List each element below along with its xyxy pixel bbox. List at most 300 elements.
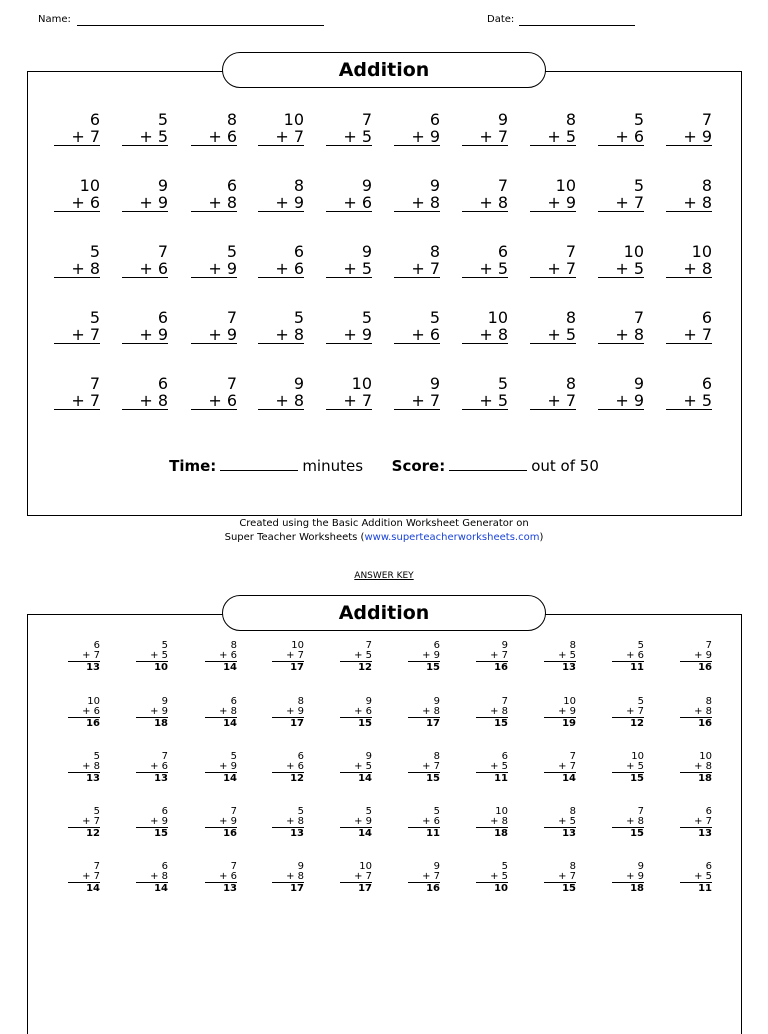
answer-sum: 17	[358, 883, 372, 894]
problem	[666, 309, 712, 344]
problem	[462, 243, 508, 278]
addend-bottom: + 5	[598, 260, 644, 278]
addend-bottom: + 5	[340, 762, 372, 773]
problem	[462, 375, 508, 410]
addend-bottom: + 7	[666, 326, 712, 344]
answer-sum: 16	[223, 828, 237, 839]
answer-sum: 18	[494, 828, 508, 839]
addend-bottom: + 5	[680, 872, 712, 883]
addend-bottom: + 9	[680, 651, 712, 662]
addend-bottom: + 7	[598, 194, 644, 212]
addend-top: 9	[633, 374, 644, 393]
addend-bottom: + 8	[666, 194, 712, 212]
addend-top: 6	[157, 308, 168, 327]
addend-bottom: + 8	[272, 817, 304, 828]
addend-top: 7	[633, 308, 644, 327]
addend-bottom: + 9	[394, 128, 440, 146]
addend-top: 10	[87, 696, 100, 707]
answer-key-title: Addition	[222, 595, 546, 631]
addend-bottom: + 8	[394, 194, 440, 212]
addend-bottom: + 8	[136, 872, 168, 883]
answer-problem	[272, 862, 304, 895]
answer-problem	[476, 697, 508, 730]
answer-problem	[408, 641, 440, 674]
problem	[326, 375, 372, 410]
answer-problem	[340, 807, 372, 840]
problem	[258, 309, 304, 344]
answer-problem	[205, 697, 237, 730]
problem	[258, 243, 304, 278]
addend-bottom: + 8	[666, 260, 712, 278]
addend-bottom: + 6	[205, 872, 237, 883]
answer-sum: 19	[562, 718, 576, 729]
addend-bottom: + 9	[191, 326, 237, 344]
addend-bottom: + 8	[598, 326, 644, 344]
addend-bottom: + 5	[340, 651, 372, 662]
problem	[394, 243, 440, 278]
answer-problem	[544, 807, 576, 840]
addend-top: 5	[501, 861, 508, 872]
problem	[191, 111, 237, 146]
credit-suffix: )	[539, 532, 544, 543]
addend-top: 7	[93, 861, 100, 872]
addend-bottom: + 9	[272, 707, 304, 718]
time-label: Time:	[169, 457, 217, 475]
addend-top: 5	[633, 176, 644, 195]
addend-top: 6	[230, 696, 237, 707]
answer-sum: 15	[562, 883, 576, 894]
problem	[530, 243, 576, 278]
addend-top: 6	[293, 242, 304, 261]
addend-top: 7	[569, 751, 576, 762]
problem	[666, 111, 712, 146]
answer-key-label: ANSWER KEY	[354, 571, 414, 581]
addend-bottom: + 9	[408, 651, 440, 662]
problem	[598, 111, 644, 146]
addend-bottom: + 5	[476, 872, 508, 883]
addend-bottom: + 9	[544, 707, 576, 718]
answer-sum: 12	[358, 662, 372, 673]
addend-bottom: + 9	[326, 326, 372, 344]
addend-top: 6	[705, 806, 712, 817]
answer-sum: 18	[630, 883, 644, 894]
addend-bottom: + 8	[272, 872, 304, 883]
answer-problem	[476, 752, 508, 785]
answer-problem	[408, 862, 440, 895]
addend-bottom: + 8	[54, 260, 100, 278]
addend-bottom: + 9	[205, 817, 237, 828]
addend-top: 8	[565, 308, 576, 327]
addend-top: 7	[705, 640, 712, 651]
name-line[interactable]	[77, 25, 324, 26]
answer-problem	[612, 807, 644, 840]
answer-problem	[544, 641, 576, 674]
addend-top: 9	[429, 176, 440, 195]
answer-problem	[680, 752, 712, 785]
addend-top: 10	[699, 751, 712, 762]
addend-bottom: + 6	[122, 260, 168, 278]
addend-bottom: + 5	[530, 128, 576, 146]
answer-sum: 12	[290, 773, 304, 784]
answer-sum: 12	[86, 828, 100, 839]
addend-top: 10	[359, 861, 372, 872]
worksheet-title: Addition	[222, 52, 546, 88]
addend-top: 8	[569, 861, 576, 872]
answer-problem	[680, 641, 712, 674]
answer-problem	[136, 752, 168, 785]
addend-bottom: + 7	[544, 762, 576, 773]
answer-problem	[68, 752, 100, 785]
answer-problem	[340, 862, 372, 895]
addend-top: 5	[361, 308, 372, 327]
problem	[122, 111, 168, 146]
problem	[598, 309, 644, 344]
answer-problem	[408, 697, 440, 730]
problem	[54, 309, 100, 344]
addend-top: 8	[293, 176, 304, 195]
answer-problem	[272, 641, 304, 674]
score-blank[interactable]	[449, 456, 527, 471]
addend-bottom: + 7	[530, 260, 576, 278]
answer-problem	[476, 807, 508, 840]
answer-problem	[272, 697, 304, 730]
addend-bottom: + 6	[68, 707, 100, 718]
problem	[326, 177, 372, 212]
answer-sum: 17	[290, 662, 304, 673]
addend-top: 6	[161, 806, 168, 817]
addend-top: 9	[429, 374, 440, 393]
addend-bottom: + 7	[340, 872, 372, 883]
time-score-row	[0, 456, 768, 475]
answer-problem	[340, 641, 372, 674]
time-blank[interactable]	[220, 456, 298, 471]
problem	[54, 243, 100, 278]
answer-problem	[476, 641, 508, 674]
addend-bottom: + 7	[462, 128, 508, 146]
answer-sum: 15	[358, 718, 372, 729]
addend-top: 10	[487, 308, 508, 327]
problem	[666, 177, 712, 212]
addend-bottom: + 7	[476, 651, 508, 662]
addend-bottom: + 9	[612, 872, 644, 883]
addend-top: 8	[565, 374, 576, 393]
answer-problem	[136, 641, 168, 674]
problem	[326, 309, 372, 344]
addend-bottom: + 8	[476, 707, 508, 718]
addend-top: 6	[429, 110, 440, 129]
answer-problem	[408, 752, 440, 785]
problem	[530, 177, 576, 212]
answer-sum: 15	[630, 773, 644, 784]
addend-bottom: + 9	[598, 392, 644, 410]
addend-bottom: + 7	[394, 260, 440, 278]
answer-sum: 13	[86, 773, 100, 784]
addend-bottom: + 5	[462, 260, 508, 278]
answer-sum: 14	[86, 883, 100, 894]
problem	[122, 177, 168, 212]
addend-bottom: + 8	[680, 707, 712, 718]
problem	[462, 177, 508, 212]
date-line[interactable]	[519, 25, 635, 26]
addend-top: 7	[637, 806, 644, 817]
addend-top: 8	[230, 640, 237, 651]
addend-top: 6	[701, 374, 712, 393]
answer-problem	[408, 807, 440, 840]
problem	[666, 375, 712, 410]
answer-sum: 10	[154, 662, 168, 673]
answer-problem	[612, 862, 644, 895]
addend-bottom: + 9	[136, 707, 168, 718]
addend-bottom: + 5	[122, 128, 168, 146]
addend-bottom: + 6	[408, 817, 440, 828]
addend-bottom: + 9	[122, 326, 168, 344]
problem	[394, 309, 440, 344]
problem	[191, 177, 237, 212]
credit-line-2	[0, 531, 768, 545]
answer-sum: 13	[154, 773, 168, 784]
addend-top: 5	[157, 110, 168, 129]
addend-top: 7	[89, 374, 100, 393]
addend-bottom: + 7	[408, 762, 440, 773]
addend-bottom: + 6	[394, 326, 440, 344]
problem	[54, 111, 100, 146]
addend-top: 9	[297, 861, 304, 872]
answer-problem	[68, 807, 100, 840]
addend-top: 8	[433, 751, 440, 762]
addend-bottom: + 7	[54, 326, 100, 344]
addend-top: 6	[93, 640, 100, 651]
out-of-label: out of 50	[531, 457, 599, 475]
answer-problem	[136, 807, 168, 840]
addend-top: 10	[563, 696, 576, 707]
addend-top: 5	[433, 806, 440, 817]
addend-top: 5	[89, 308, 100, 327]
addend-top: 9	[433, 861, 440, 872]
addend-top: 7	[161, 751, 168, 762]
problem	[598, 375, 644, 410]
answer-sum: 11	[494, 773, 508, 784]
credit-line-1: Created using the Basic Addition Worksheet Generator on	[239, 518, 529, 529]
addend-top: 9	[361, 242, 372, 261]
credit-prefix: Super Teacher Worksheets (	[224, 532, 365, 543]
answer-sum: 14	[223, 662, 237, 673]
problem	[122, 309, 168, 344]
problem	[258, 177, 304, 212]
addend-bottom: + 8	[680, 762, 712, 773]
addend-bottom: + 6	[340, 707, 372, 718]
addend-top: 6	[701, 308, 712, 327]
addend-top: 5	[293, 308, 304, 327]
answer-problem	[272, 807, 304, 840]
answer-problem	[205, 641, 237, 674]
addend-bottom: + 7	[54, 128, 100, 146]
addend-top: 5	[161, 640, 168, 651]
addend-bottom: + 8	[462, 194, 508, 212]
problem	[394, 177, 440, 212]
addend-top: 7	[365, 640, 372, 651]
addend-top: 10	[291, 640, 304, 651]
problem	[530, 375, 576, 410]
addend-bottom: + 9	[191, 260, 237, 278]
problem	[258, 375, 304, 410]
addend-top: 5	[93, 806, 100, 817]
addend-top: 6	[497, 242, 508, 261]
addend-bottom: + 5	[544, 817, 576, 828]
addend-top: 6	[226, 176, 237, 195]
answer-problem	[272, 752, 304, 785]
addend-bottom: + 6	[326, 194, 372, 212]
answer-problem	[205, 752, 237, 785]
problem	[54, 375, 100, 410]
addend-bottom: + 8	[612, 817, 644, 828]
minutes-label: minutes	[302, 457, 364, 475]
addend-top: 7	[497, 176, 508, 195]
answer-sum: 11	[630, 662, 644, 673]
addend-top: 8	[569, 640, 576, 651]
addend-bottom: + 5	[544, 651, 576, 662]
answer-problem	[544, 752, 576, 785]
answer-problem	[68, 641, 100, 674]
addend-top: 6	[161, 861, 168, 872]
answer-problem	[340, 752, 372, 785]
answer-sum: 13	[562, 662, 576, 673]
addend-top: 5	[230, 751, 237, 762]
addend-bottom: + 8	[191, 194, 237, 212]
answer-sum: 13	[698, 828, 712, 839]
addend-bottom: + 9	[122, 194, 168, 212]
problem	[54, 177, 100, 212]
addend-top: 8	[297, 696, 304, 707]
addend-bottom: + 8	[122, 392, 168, 410]
problem	[394, 111, 440, 146]
answer-sum: 14	[562, 773, 576, 784]
addend-top: 9	[637, 861, 644, 872]
addend-bottom: + 9	[340, 817, 372, 828]
addend-top: 5	[226, 242, 237, 261]
addend-top: 8	[226, 110, 237, 129]
addend-bottom: + 8	[258, 326, 304, 344]
addend-top: 6	[157, 374, 168, 393]
addend-bottom: + 8	[258, 392, 304, 410]
answer-problem	[680, 697, 712, 730]
addend-top: 9	[157, 176, 168, 195]
addend-top: 5	[637, 640, 644, 651]
addend-bottom: + 6	[258, 260, 304, 278]
problem	[122, 243, 168, 278]
addend-top: 10	[623, 242, 644, 261]
answer-sum: 13	[223, 883, 237, 894]
addend-top: 10	[351, 374, 372, 393]
addend-bottom: + 5	[326, 128, 372, 146]
answer-sum: 11	[698, 883, 712, 894]
addend-bottom: + 9	[136, 817, 168, 828]
addend-top: 5	[93, 751, 100, 762]
addend-bottom: + 7	[680, 817, 712, 828]
addend-bottom: + 5	[326, 260, 372, 278]
answer-sum: 14	[358, 773, 372, 784]
date-label: Date:	[487, 14, 515, 25]
answer-sum: 13	[290, 828, 304, 839]
addend-top: 8	[429, 242, 440, 261]
addend-top: 6	[89, 110, 100, 129]
problem	[191, 309, 237, 344]
addend-bottom: + 5	[666, 392, 712, 410]
answer-problem	[544, 697, 576, 730]
problem	[598, 177, 644, 212]
addend-bottom: + 7	[258, 128, 304, 146]
answer-sum: 16	[426, 883, 440, 894]
answer-sum: 16	[86, 718, 100, 729]
addend-top: 5	[637, 696, 644, 707]
answer-sum: 14	[223, 718, 237, 729]
addend-top: 6	[501, 751, 508, 762]
answer-sum: 10	[494, 883, 508, 894]
addend-top: 9	[161, 696, 168, 707]
addend-bottom: + 5	[462, 392, 508, 410]
addend-top: 10	[555, 176, 576, 195]
answer-problem	[612, 697, 644, 730]
addend-top: 5	[297, 806, 304, 817]
addend-top: 5	[365, 806, 372, 817]
answer-problem	[340, 697, 372, 730]
addend-bottom: + 6	[205, 651, 237, 662]
addend-top: 8	[565, 110, 576, 129]
addend-bottom: + 5	[476, 762, 508, 773]
problem	[394, 375, 440, 410]
answer-problem	[68, 862, 100, 895]
addend-top: 5	[497, 374, 508, 393]
addend-top: 7	[701, 110, 712, 129]
answer-sum: 18	[698, 773, 712, 784]
addend-bottom: + 7	[54, 392, 100, 410]
answer-sum: 14	[154, 883, 168, 894]
addend-bottom: + 6	[598, 128, 644, 146]
answer-sum: 12	[630, 718, 644, 729]
answer-sum: 16	[698, 662, 712, 673]
addend-bottom: + 8	[462, 326, 508, 344]
addend-bottom: + 7	[612, 707, 644, 718]
answer-problem	[476, 862, 508, 895]
addend-top: 9	[501, 640, 508, 651]
problem	[258, 111, 304, 146]
addend-top: 9	[365, 696, 372, 707]
answer-sum: 15	[494, 718, 508, 729]
addend-top: 7	[565, 242, 576, 261]
problem	[326, 243, 372, 278]
answer-problem	[680, 807, 712, 840]
addend-top: 10	[691, 242, 712, 261]
addend-bottom: + 9	[258, 194, 304, 212]
addend-bottom: + 9	[530, 194, 576, 212]
answer-problem	[544, 862, 576, 895]
addend-bottom: + 6	[612, 651, 644, 662]
credit-text	[0, 517, 768, 545]
addend-bottom: + 7	[68, 651, 100, 662]
addend-top: 5	[429, 308, 440, 327]
addend-bottom: + 7	[68, 872, 100, 883]
addend-bottom: + 7	[544, 872, 576, 883]
problem	[462, 309, 508, 344]
addend-bottom: + 8	[205, 707, 237, 718]
answer-sum: 16	[494, 662, 508, 673]
answer-sum: 17	[290, 883, 304, 894]
problem	[666, 243, 712, 278]
addend-top: 7	[226, 308, 237, 327]
answer-problem	[136, 697, 168, 730]
addend-bottom: + 6	[191, 128, 237, 146]
answer-problem	[205, 807, 237, 840]
credit-link[interactable]: www.superteacherworksheets.com	[364, 532, 540, 543]
